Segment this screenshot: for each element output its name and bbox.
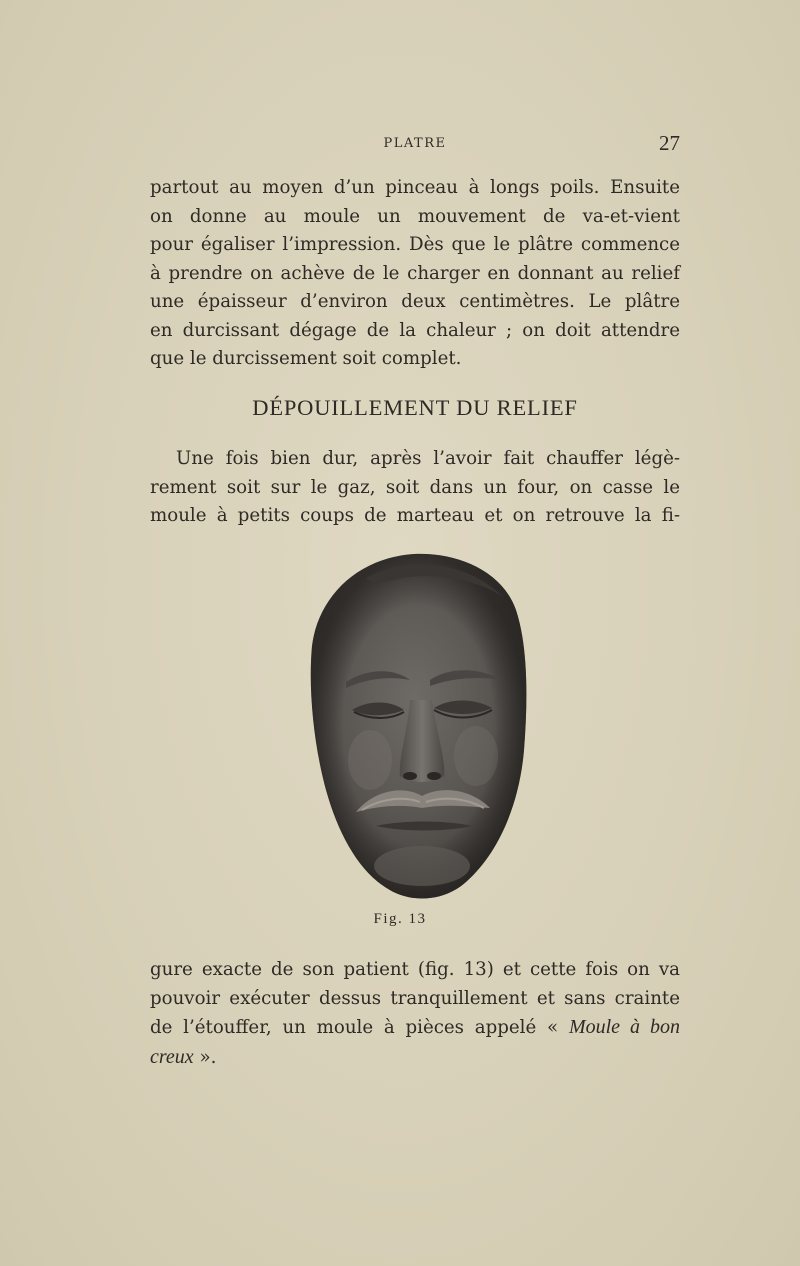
text-line: partout au moyen d’un pinceau à longs poils. Ensuite (150, 177, 680, 198)
text-line: que le durcissement soit complet. (150, 348, 462, 369)
paragraph-demolding (150, 445, 680, 531)
text-line (150, 1013, 680, 1043)
italic-term: Moule à bon (568, 1016, 681, 1038)
section-heading: DÉPOUILLEMENT DU RELIEF (252, 395, 578, 420)
text-line (150, 1043, 680, 1073)
text-line: moule à petits coups de marteau et on retrouve la fi- (150, 505, 680, 526)
paragraph-plaster-pouring (150, 174, 680, 374)
paragraph-piece-mold (150, 956, 680, 1072)
text-segment: de l’étouffer, un moule à pièces appelé « (150, 1017, 569, 1038)
text-line: une épaisseur d’environ deux centimètres. Le plâtre (150, 291, 680, 312)
running-title: PLATRE (383, 136, 447, 151)
italic-term: creux (150, 1045, 194, 1068)
text-line: rement soit sur le gaz, soit dans un four, on casse le (150, 476, 680, 498)
text-line: pour égaliser l’impression. Dès que le plâtre commence (150, 234, 680, 255)
text-line: à prendre on achève de le charger en donnant au relief (150, 262, 680, 284)
text-line: pouvoir exécuter dessus tranquillement et sans crainte (150, 987, 680, 1009)
text-line: gure exacte de son patient (fig. 13) et cette fois on va (150, 959, 680, 980)
page-number: 27 (659, 131, 680, 155)
text-line: Une fois bien dur, après l’avoir fait chauffer légè- (176, 448, 680, 469)
text-line: en durcissant dégage de la chaleur ; on doit attendre (150, 319, 680, 341)
figure-caption: Fig. 13 (373, 911, 427, 927)
running-head (150, 132, 680, 156)
text-segment: ». (193, 1046, 217, 1068)
plaster-face-mask-photo (306, 550, 532, 906)
face-mask-image (306, 550, 532, 906)
text-line: on donne au moule un mouvement de va-et-vient (150, 205, 680, 227)
